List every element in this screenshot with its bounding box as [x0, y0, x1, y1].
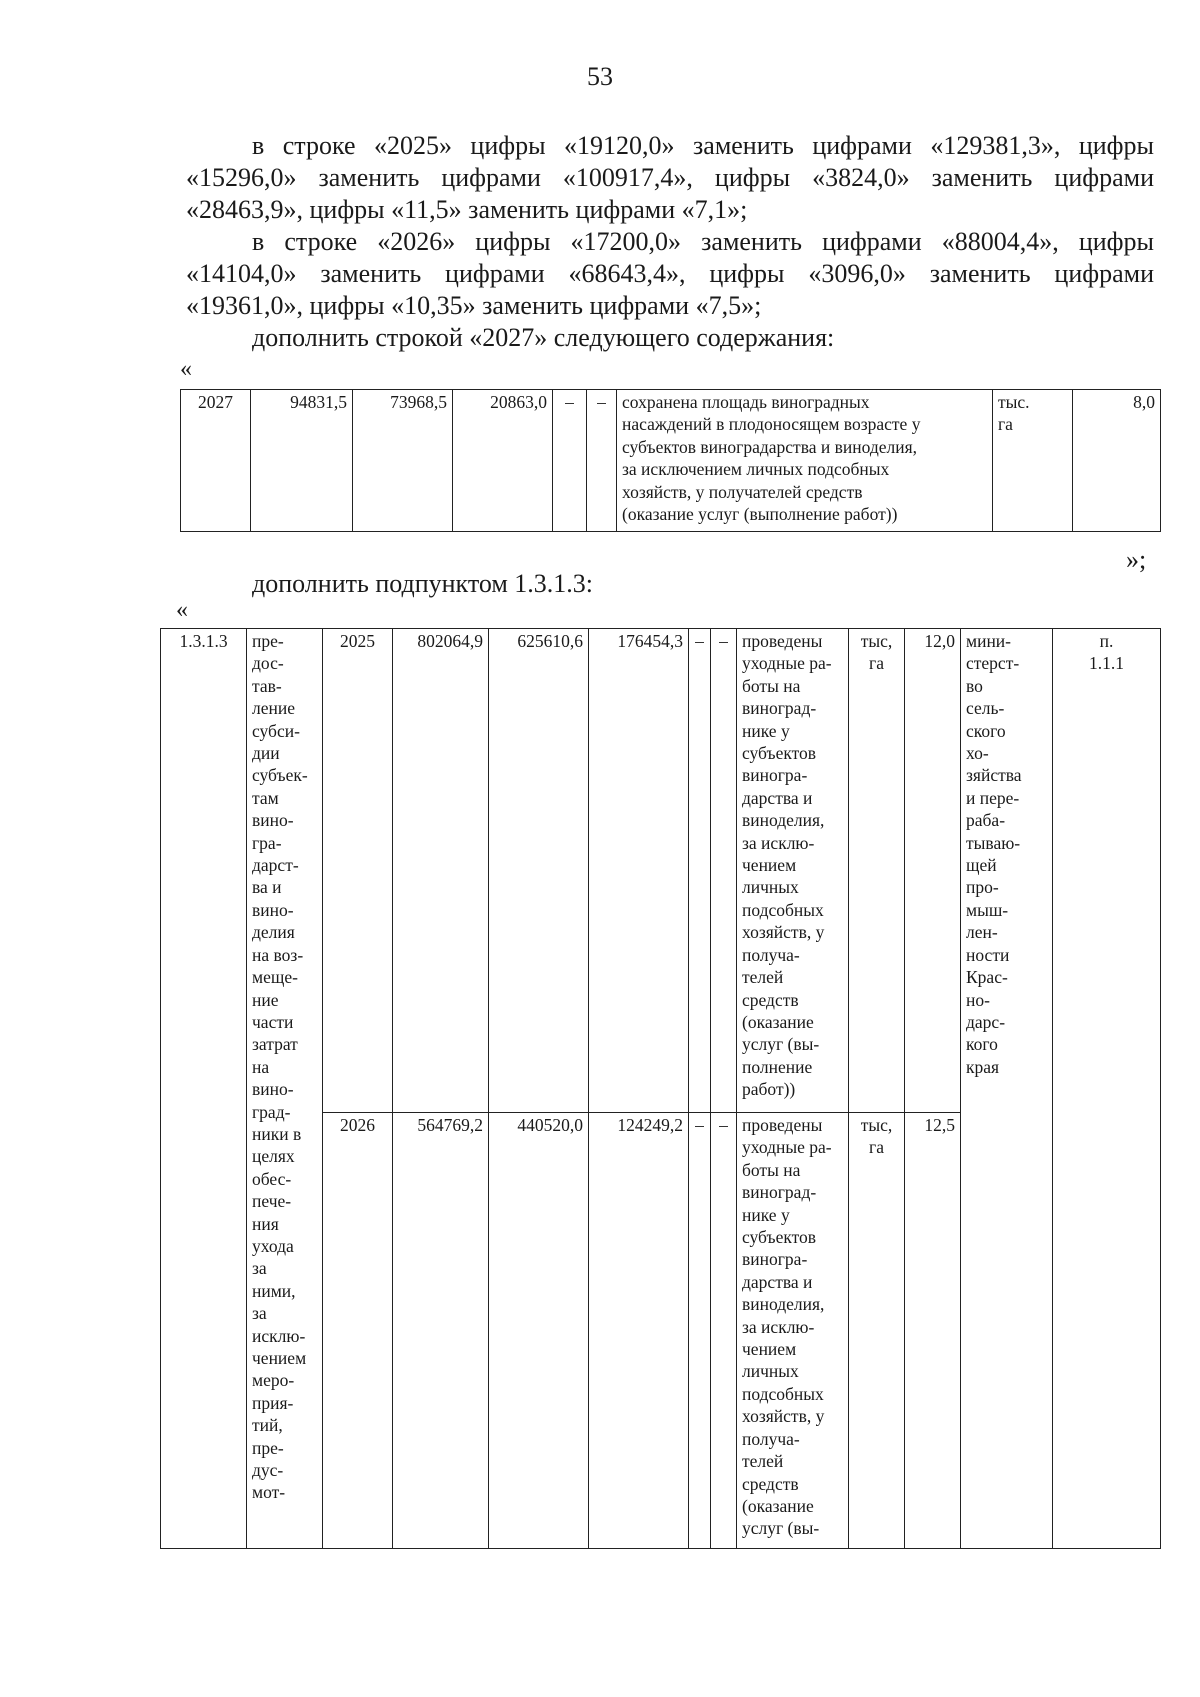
- total-amount-cell: 564769,2: [393, 1113, 489, 1549]
- dash-cell: –: [711, 1113, 737, 1549]
- page-number: 53: [587, 62, 613, 91]
- indicator-value-cell: 8,0: [1073, 390, 1161, 532]
- federal-budget-cell: 124249,2: [589, 1113, 689, 1549]
- dash-cell: –: [711, 629, 737, 1113]
- regional-budget-cell: 73968,5: [353, 390, 453, 532]
- result-description-cell: сохранена площадь виноградных насаждений в плодоносящем возрасте у субъектов виноградарства и виноделия, за исключением личных подсобных хозяйств, у получателей средств (оказание услуг (выполнение работ)): [617, 390, 993, 532]
- regional-budget-cell: 625610,6: [489, 629, 589, 1113]
- regional-budget-cell: 440520,0: [489, 1113, 589, 1549]
- result-description-cell: проведены уходные ра- боты на виноград- нике у субъектов виногра- дарства и виноделия, за исклю- чением личных подсобных хозяйств, у получа- телей средств (оказание услуг (вы-: [737, 1113, 849, 1549]
- table-row: [181, 390, 1161, 532]
- paragraph-add-row-text: дополнить строкой «2027» следующего содержания:: [252, 323, 835, 352]
- indicator-value-cell: 12,5: [905, 1113, 961, 1549]
- paragraph-add-row: [186, 322, 1154, 354]
- unit-cell: тыс, га: [849, 1113, 905, 1549]
- open-quote-2027: «: [180, 356, 192, 382]
- open-quote-1313: «: [176, 597, 188, 623]
- paragraph-2026-text: в строке «2026» цифры «17200,0» заменить цифрами «88004,4», цифры «14104,0» заменить цифрами «68643,4», цифры «3096,0» заменить цифрами «19361,0», цифры «10,35» заменить цифрами «7,5»;: [186, 227, 1154, 320]
- dash-cell: –: [553, 390, 587, 532]
- dash-cell: –: [689, 1113, 711, 1549]
- measure-name-cell: пре- дос- тав- ление субси- дии субъек- там вино- гра- дарст- ва и вино- делия на воз- меще- ние части затрат на вино- град- ники в целях обес- пече- ния ухода за ними, за исклю- чением меро- прия- тий, пре- дус- мот-: [247, 629, 323, 1549]
- federal-budget-cell: 20863,0: [453, 390, 553, 532]
- total-amount-cell: 802064,9: [393, 629, 489, 1113]
- table-subitem-1313: [160, 628, 1161, 1549]
- table-row: [161, 629, 1161, 1113]
- dash-cell: –: [587, 390, 617, 532]
- paragraph-add-subitem: [186, 568, 1154, 600]
- paragraph-2025-replacements: [186, 130, 1154, 226]
- paragraph-2025-text: в строке «2025» цифры «19120,0» заменить цифрами «129381,3», цифры «15296,0» заменить цифрами «100917,4», цифры «3824,0» заменить цифрами «28463,9», цифры «11,5» заменить цифрами «7,1»;: [186, 131, 1154, 224]
- unit-cell: тыс, га: [849, 629, 905, 1113]
- executor-cell: мини- стерст- во сель- ского хо- зяйства и пере- раба- тываю- щей про- мыш- лен- ности Крас- но- дарс- кого края: [961, 629, 1053, 1549]
- year-cell: 2026: [323, 1113, 393, 1549]
- federal-budget-cell: 176454,3: [589, 629, 689, 1113]
- total-amount-cell: 94831,5: [251, 390, 353, 532]
- paragraph-2026-replacements: [186, 226, 1154, 322]
- reference-cell: п. 1.1.1: [1053, 629, 1161, 1549]
- year-cell: 2025: [323, 629, 393, 1113]
- close-quote-2027: »;: [1126, 545, 1147, 574]
- result-description-cell: проведены уходные ра- боты на виноград- нике у субъектов виногра- дарства и виноделия, за исклю- чением личных подсобных хозяйств, у получа- телей средств (оказание услуг (вы- полнение работ)): [737, 629, 849, 1113]
- paragraph-add-subitem-text: дополнить подпунктом 1.3.1.3:: [252, 569, 594, 598]
- table-row-2027: [180, 389, 1161, 532]
- unit-cell: тыс. га: [993, 390, 1073, 532]
- subitem-code-cell: 1.3.1.3: [161, 629, 247, 1549]
- year-cell: 2027: [181, 390, 251, 532]
- indicator-value-cell: 12,0: [905, 629, 961, 1113]
- dash-cell: –: [689, 629, 711, 1113]
